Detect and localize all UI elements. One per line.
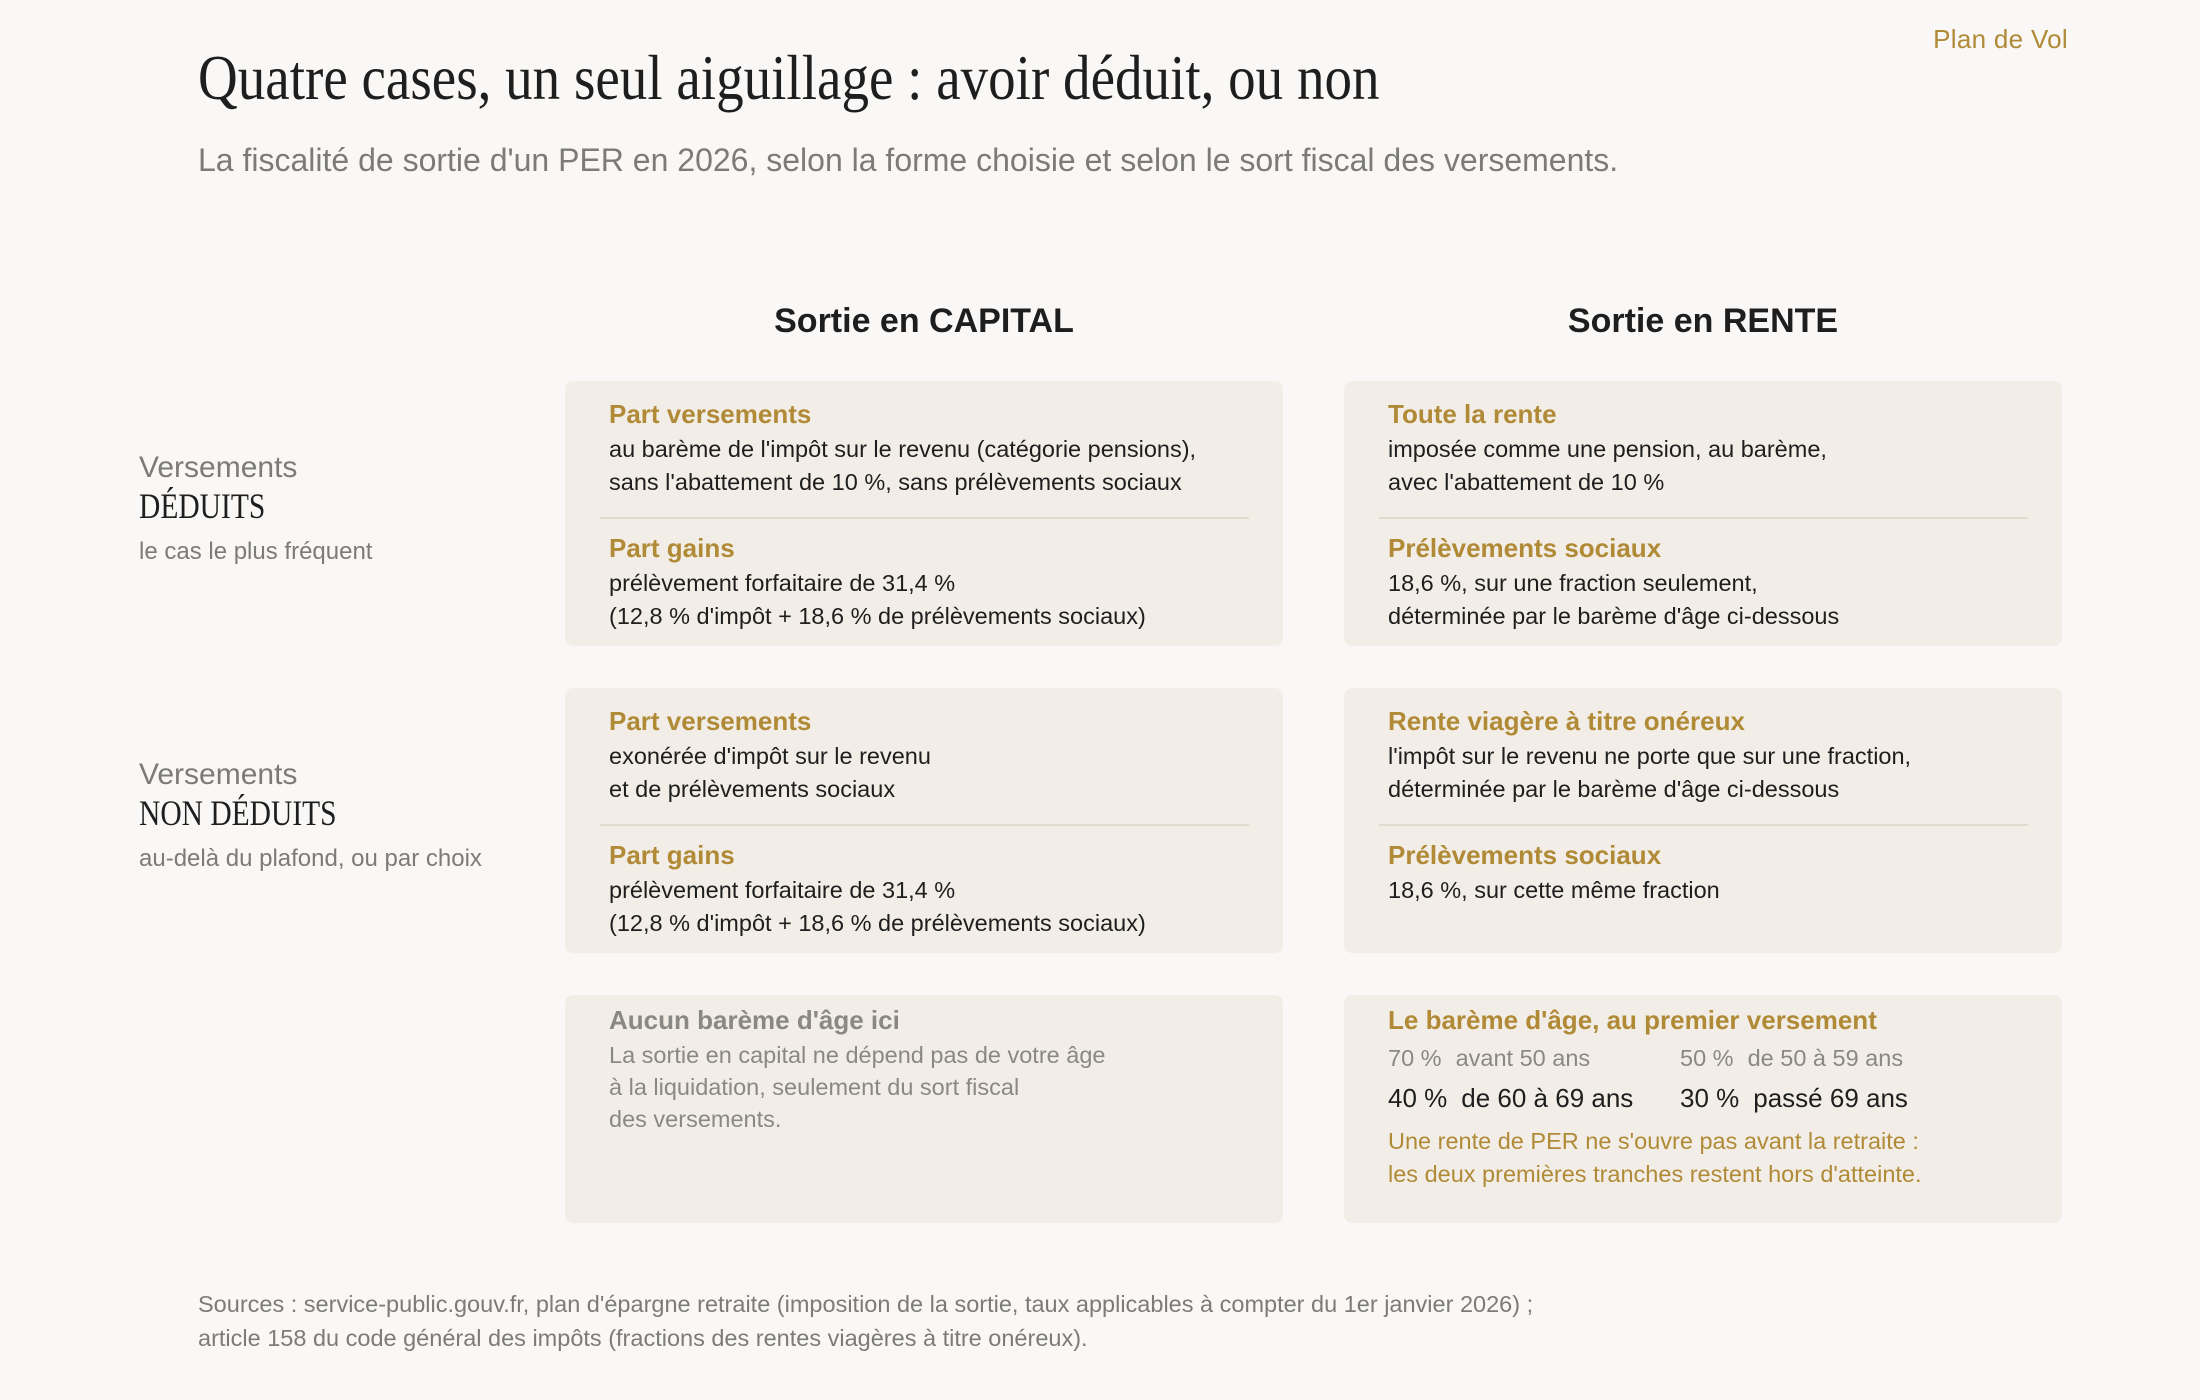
section-line: 18,6 %, sur cette même fraction (1388, 877, 1720, 903)
section-heading: Part versements (609, 399, 812, 429)
section-line: et de prélèvements sociaux (609, 776, 896, 802)
age-bracket-range: de 60 à 69 ans (1461, 1083, 1634, 1113)
age-bracket-range: avant 50 ans (1455, 1045, 1591, 1071)
card-section-top (609, 397, 1249, 499)
card-section-bottom (609, 838, 1249, 940)
card-age-scale (1344, 995, 2062, 1223)
age-bracket-range: passé 69 ans (1753, 1083, 1908, 1113)
section-line: déterminée par le barème d'âge ci-dessous (1388, 603, 1840, 629)
age-scale-note: les deux premières tranches restent hors d'atteinte. (1388, 1161, 1922, 1187)
row-label-title: NON DÉDUITS (139, 793, 337, 833)
section-line: imposée comme une pension, au barème, (1388, 436, 1827, 462)
section-line: au barème de l'impôt sur le revenu (catégorie pensions), (609, 436, 1197, 462)
section-heading: Rente viagère à titre onéreux (1388, 706, 1745, 736)
card-non-deduits-rente (1344, 688, 2062, 953)
card-section-top (1388, 704, 2028, 806)
row-label-deduits (139, 450, 372, 566)
section-line: (12,8 % d'impôt + 18,6 % de prélèvements sociaux) (609, 603, 1146, 629)
section-line: (12,8 % d'impôt + 18,6 % de prélèvements sociaux) (609, 910, 1146, 936)
card-divider (1379, 517, 2028, 519)
section-heading: Prélèvements sociaux (1388, 840, 1662, 870)
card-section-bottom (609, 531, 1249, 633)
age-bracket-pct: 50 % (1680, 1045, 1734, 1071)
section-line: prélèvement forfaitaire de 31,4 % (609, 570, 956, 596)
card-deduits-rente (1344, 381, 2062, 646)
section-heading: Part versements (609, 706, 812, 736)
row-label-kicker: Versements (139, 758, 298, 791)
age-bracket (1388, 1041, 1680, 1075)
section-line: prélèvement forfaitaire de 31,4 % (609, 877, 956, 903)
card-section-bottom (1388, 838, 2028, 907)
card-section (1388, 1003, 2028, 1191)
card-deduits-capital (565, 381, 1283, 646)
section-heading: Toute la rente (1388, 399, 1557, 429)
card-no-age-scale (565, 995, 1283, 1223)
section-line: La sortie en capital ne dépend pas de votre âge (609, 1042, 1106, 1068)
card-divider (600, 824, 1249, 826)
section-line: déterminée par le barème d'âge ci-dessous (1388, 776, 1840, 802)
age-bracket (1680, 1081, 1940, 1115)
section-line: avec l'abattement de 10 % (1388, 469, 1665, 495)
section-line: l'impôt sur le revenu ne porte que sur une fraction, (1388, 743, 1912, 769)
page-subtitle: La fiscalité de sortie d'un PER en 2026, selon la forme choisie et selon le sort fiscal des versements. (198, 142, 1619, 178)
card-divider (1379, 824, 2028, 826)
row-label-note: au-delà du plafond, ou par choix (139, 845, 482, 872)
section-heading: Part gains (609, 840, 735, 870)
section-line: sans l'abattement de 10 %, sans prélèvements sociaux (609, 469, 1182, 495)
sources-footnote: Sources : service-public.gouv.fr, plan d'épargne retraite (imposition de la sortie, taux applicables à compter du 1er janvier 2026) ; article 158 du code général des impôts (fractions des rentes viagères à titre onéreux). (198, 1291, 1534, 1351)
section-heading: Le barème d'âge, au premier versement (1388, 1005, 1877, 1035)
age-bracket-pct: 70 % (1388, 1045, 1442, 1071)
page-title: Quatre cases, un seul aiguillage : avoir déduit, ou non (198, 42, 1380, 113)
card-non-deduits-capital (565, 688, 1283, 953)
column-header-capital: Sortie en CAPITAL (774, 302, 1074, 340)
age-bracket-range: de 50 à 59 ans (1747, 1045, 1904, 1071)
section-heading: Part gains (609, 533, 735, 563)
row-label-title: DÉDUITS (139, 486, 266, 526)
card-section-bottom (1388, 531, 2028, 633)
age-bracket (1388, 1081, 1680, 1115)
age-scale-grid (1388, 1041, 2028, 1115)
card-divider (600, 517, 1249, 519)
age-bracket-pct: 40 % (1388, 1083, 1448, 1113)
section-line: à la liquidation, seulement du sort fiscal (609, 1074, 1020, 1100)
age-scale-note: Une rente de PER ne s'ouvre pas avant la retraite : (1388, 1128, 1919, 1154)
row-label-kicker: Versements (139, 451, 298, 484)
card-section-top (1388, 397, 2028, 499)
card-section-top (609, 704, 1249, 806)
card-section (609, 1003, 1249, 1135)
section-heading: Prélèvements sociaux (1388, 533, 1662, 563)
section-line: des versements. (609, 1106, 782, 1132)
row-label-non-deduits (139, 757, 482, 873)
age-bracket-pct: 30 % (1680, 1083, 1740, 1113)
section-line: exonérée d'impôt sur le revenu (609, 743, 931, 769)
section-heading: Aucun barème d'âge ici (609, 1005, 900, 1035)
age-bracket (1680, 1041, 1940, 1075)
row-label-note: le cas le plus fréquent (139, 538, 373, 565)
section-line: 18,6 %, sur une fraction seulement, (1388, 570, 1758, 596)
brand-label: Plan de Vol (1933, 24, 2068, 54)
column-header-rente: Sortie en RENTE (1567, 302, 1839, 340)
